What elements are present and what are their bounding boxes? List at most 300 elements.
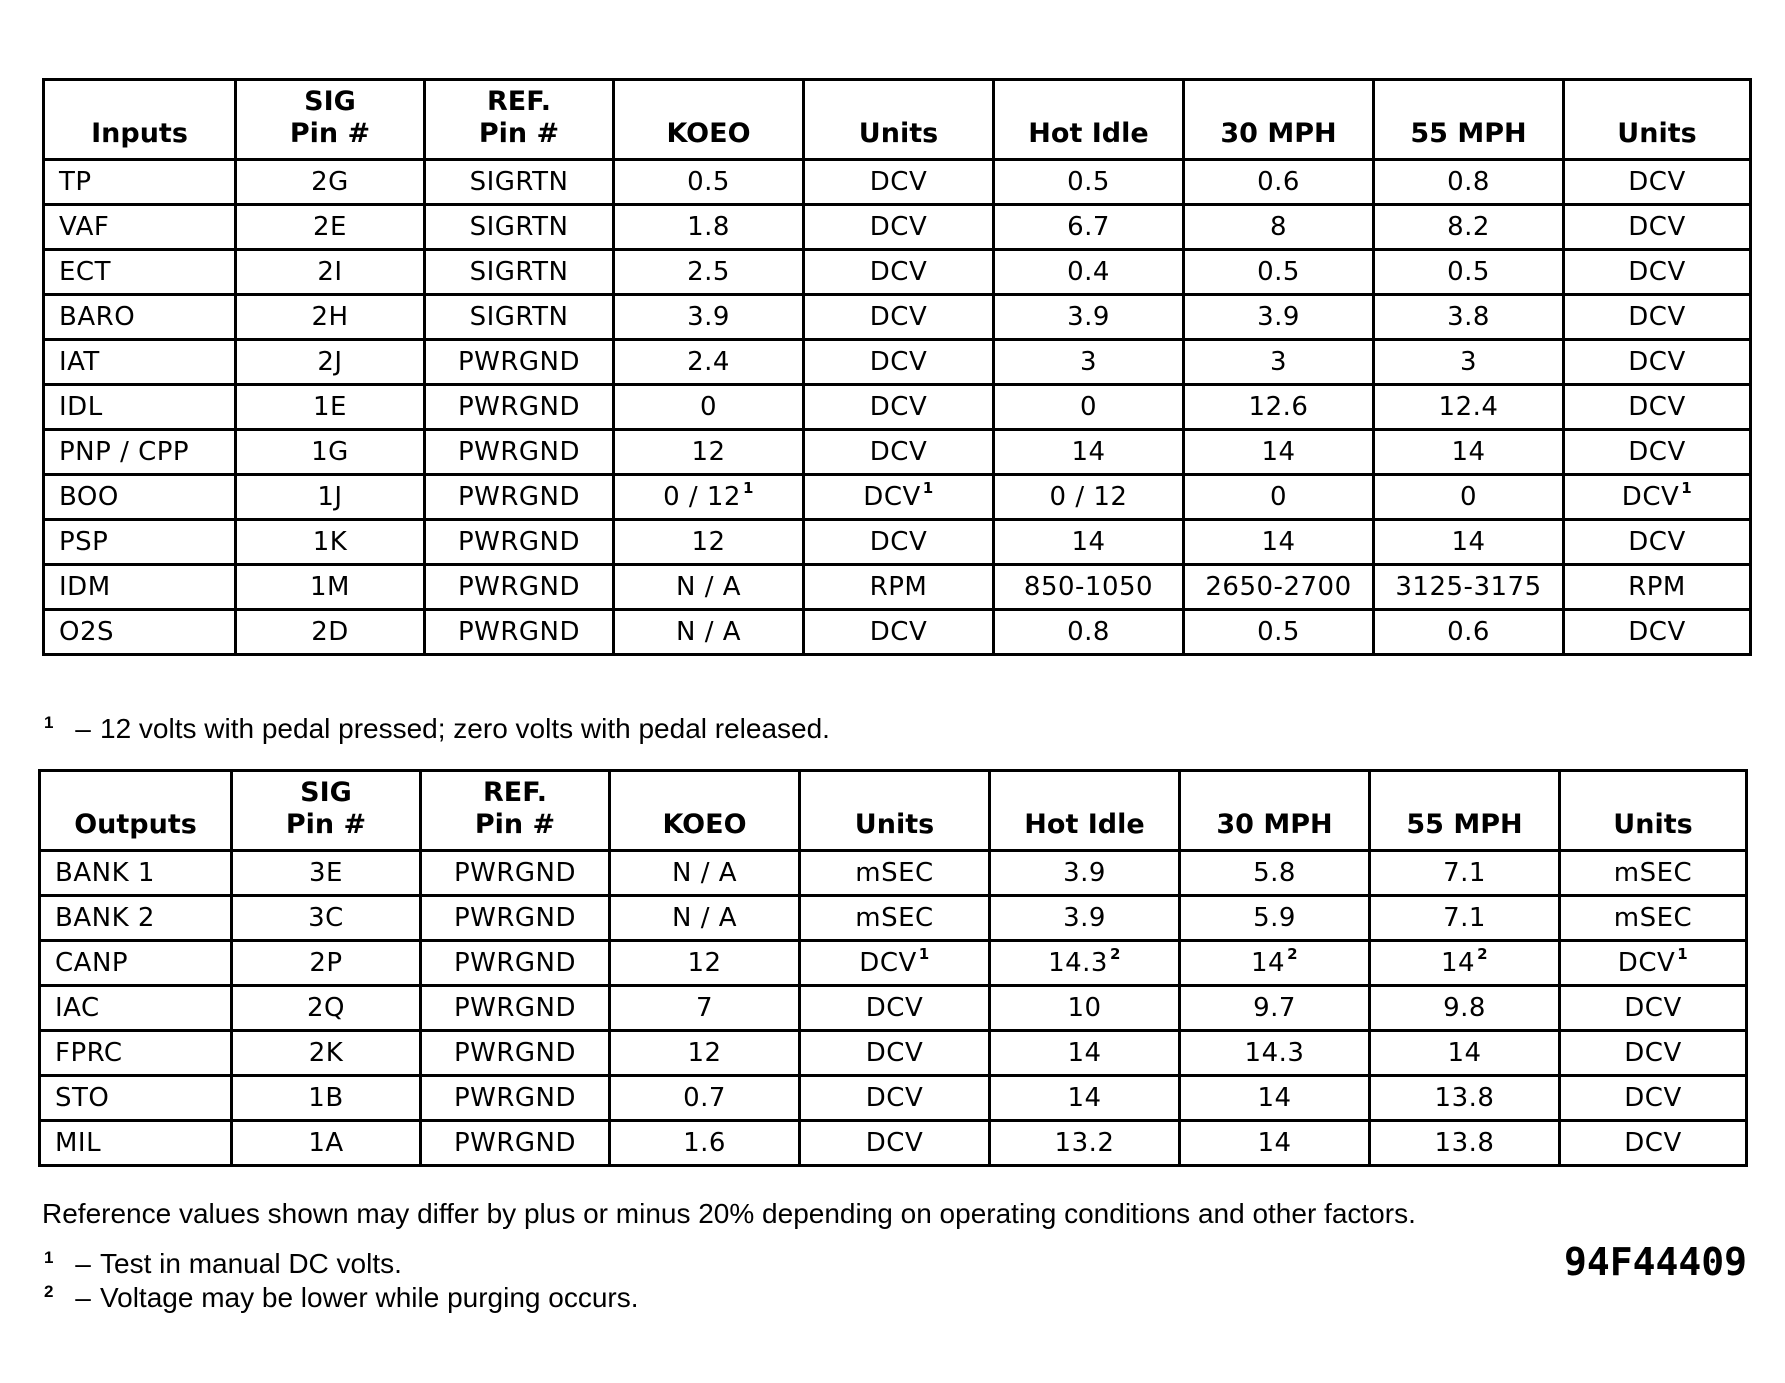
table-cell bbox=[1374, 565, 1564, 610]
table-cell bbox=[44, 520, 236, 565]
cell-value: ECT bbox=[59, 257, 111, 287]
table-cell bbox=[421, 1076, 610, 1121]
table-cell bbox=[425, 520, 614, 565]
column-header bbox=[994, 80, 1184, 160]
table-cell bbox=[232, 941, 421, 986]
table-cell bbox=[804, 520, 994, 565]
cell-value: 2I bbox=[317, 257, 343, 287]
cell-value: 5.8 bbox=[1253, 858, 1296, 888]
cell-value: 2P bbox=[309, 948, 343, 978]
table-cell bbox=[804, 385, 994, 430]
table-cell bbox=[44, 430, 236, 475]
cell-value: DCV bbox=[869, 392, 928, 422]
table-cell bbox=[1184, 385, 1374, 430]
column-header-line-1 bbox=[1375, 86, 1562, 118]
cell-value: DCV bbox=[1628, 347, 1686, 377]
column-header-line-2: Pin # bbox=[285, 809, 367, 840]
table-cell bbox=[800, 1031, 990, 1076]
table-cell bbox=[425, 430, 614, 475]
cell-value: SIGRTN bbox=[469, 257, 569, 287]
cell-value: PWRGND bbox=[453, 903, 577, 933]
column-header-line-2: Outputs bbox=[74, 809, 197, 840]
cell-value: 3 bbox=[1079, 347, 1098, 377]
cell-value: 0.4 bbox=[1067, 257, 1110, 287]
table-cell bbox=[44, 475, 236, 520]
cell-value: 14 bbox=[1257, 1083, 1292, 1113]
column-header bbox=[1564, 80, 1751, 160]
cell-value: 0.7 bbox=[683, 1083, 726, 1113]
cell-value: mSEC bbox=[855, 903, 934, 933]
table-cell bbox=[1370, 986, 1560, 1031]
table-cell bbox=[804, 430, 994, 475]
cell-value: SIGRTN bbox=[469, 167, 569, 197]
table-cell bbox=[804, 205, 994, 250]
table-cell bbox=[1184, 610, 1374, 655]
table-cell bbox=[1564, 475, 1751, 520]
table-row bbox=[40, 986, 1747, 1031]
table-cell bbox=[40, 941, 232, 986]
table-cell bbox=[610, 986, 800, 1031]
cell-value: 14 bbox=[1451, 437, 1486, 467]
table-cell bbox=[1374, 385, 1564, 430]
cell-value: 12.4 bbox=[1438, 392, 1499, 422]
cell-value: 0.6 bbox=[1447, 617, 1490, 647]
cell-value: 12 bbox=[691, 437, 726, 467]
table-cell bbox=[614, 520, 804, 565]
cell-value: RPM bbox=[869, 572, 928, 602]
column-header-line-1 bbox=[615, 86, 802, 118]
cell-value: 2.4 bbox=[687, 347, 730, 377]
table-cell bbox=[994, 205, 1184, 250]
cell-value: DCV bbox=[865, 993, 924, 1023]
cell-value: 0 bbox=[1269, 482, 1288, 512]
cell-value: DCV bbox=[869, 257, 928, 287]
cell-value: 0 bbox=[1459, 482, 1478, 512]
table-cell bbox=[990, 896, 1180, 941]
cell-value: 0.5 bbox=[1447, 257, 1490, 287]
column-header-line-1 bbox=[995, 86, 1182, 118]
table-cell bbox=[994, 475, 1184, 520]
cell-value: 2H bbox=[311, 302, 349, 332]
cell-value: mSEC bbox=[1613, 903, 1693, 933]
table-cell bbox=[1374, 205, 1564, 250]
cell-value: 0 / 12 bbox=[663, 482, 741, 512]
table-cell bbox=[232, 1121, 421, 1166]
table-cell bbox=[425, 610, 614, 655]
cell-value: IAC bbox=[55, 993, 100, 1023]
table-cell bbox=[44, 160, 236, 205]
cell-value: N / A bbox=[671, 903, 738, 933]
table-cell bbox=[40, 1076, 232, 1121]
cell-value: MIL bbox=[55, 1128, 102, 1158]
column-header-line-1 bbox=[1185, 86, 1372, 118]
table-cell bbox=[1184, 250, 1374, 295]
cell-value: 2D bbox=[311, 617, 349, 647]
table-cell bbox=[804, 295, 994, 340]
table-cell bbox=[425, 160, 614, 205]
cell-value: IDM bbox=[59, 572, 111, 602]
table-row bbox=[44, 205, 1751, 250]
table-cell bbox=[614, 475, 804, 520]
table-cell bbox=[804, 160, 994, 205]
table-row bbox=[44, 385, 1751, 430]
column-header-line-1 bbox=[805, 86, 992, 118]
table-cell bbox=[1564, 295, 1751, 340]
table-cell bbox=[40, 851, 232, 896]
column-header-line-1 bbox=[1565, 86, 1749, 118]
cell-value: DCV bbox=[869, 302, 928, 332]
cell-value: 3.9 bbox=[1063, 858, 1106, 888]
column-header bbox=[614, 80, 804, 160]
header-row bbox=[40, 771, 1747, 851]
table-row bbox=[44, 565, 1751, 610]
cell-value: PWRGND bbox=[457, 527, 581, 557]
table-cell bbox=[44, 205, 236, 250]
cell-value: 0.5 bbox=[687, 167, 730, 197]
cell-value: 12 bbox=[687, 948, 722, 978]
table-cell bbox=[421, 896, 610, 941]
table-cell bbox=[1564, 610, 1751, 655]
table-cell bbox=[236, 250, 425, 295]
column-header-line-2: 55 MPH bbox=[1410, 118, 1527, 149]
column-header-line-1 bbox=[1561, 777, 1745, 809]
cell-value: DCV bbox=[1621, 482, 1680, 512]
cell-value: IDL bbox=[59, 392, 103, 422]
table-cell bbox=[1560, 1076, 1747, 1121]
cell-value: DCV bbox=[1624, 1083, 1682, 1113]
column-header bbox=[40, 771, 232, 851]
cell-value: DCV bbox=[1624, 993, 1682, 1023]
cell-value: 9.7 bbox=[1253, 993, 1296, 1023]
footnote-superscript: 1 bbox=[922, 479, 934, 497]
column-header-line-2: Pin # bbox=[474, 809, 556, 840]
cell-value: DCV bbox=[1628, 302, 1686, 332]
column-header-line-2: Pin # bbox=[289, 118, 371, 149]
table-cell bbox=[421, 851, 610, 896]
column-header-line-1 bbox=[801, 777, 988, 809]
cell-value: 6.7 bbox=[1067, 212, 1110, 242]
table-cell bbox=[1374, 160, 1564, 205]
table-cell bbox=[232, 986, 421, 1031]
table-cell bbox=[800, 986, 990, 1031]
table-cell bbox=[990, 1121, 1180, 1166]
cell-value: 0.8 bbox=[1067, 617, 1110, 647]
table-cell bbox=[614, 205, 804, 250]
table-cell bbox=[236, 160, 425, 205]
cell-value: 13.2 bbox=[1054, 1128, 1115, 1158]
table-cell bbox=[1374, 610, 1564, 655]
cell-value: 13.8 bbox=[1434, 1083, 1495, 1113]
table-cell bbox=[1184, 205, 1374, 250]
bottom-footnote-2 bbox=[44, 1276, 639, 1314]
table-row bbox=[44, 475, 1751, 520]
column-header-line-2: Hot Idle bbox=[1024, 809, 1145, 840]
cell-value: DCV bbox=[869, 617, 928, 647]
cell-value: 0.8 bbox=[1447, 167, 1490, 197]
cell-value: DCV bbox=[863, 482, 921, 512]
cell-value: 3.9 bbox=[1067, 302, 1110, 332]
table-cell bbox=[1560, 1121, 1747, 1166]
footnote-dash: – bbox=[75, 1282, 91, 1313]
table-row bbox=[40, 1076, 1747, 1121]
table-cell bbox=[800, 1076, 990, 1121]
table-cell bbox=[236, 385, 425, 430]
table-cell bbox=[421, 941, 610, 986]
column-header bbox=[425, 80, 614, 160]
column-header-line-2: Hot Idle bbox=[1028, 118, 1149, 149]
table-cell bbox=[990, 986, 1180, 1031]
table-cell bbox=[800, 941, 990, 986]
table-cell bbox=[1374, 340, 1564, 385]
table-cell bbox=[994, 385, 1184, 430]
cell-value: FPRC bbox=[55, 1038, 123, 1068]
cell-value: 8.2 bbox=[1447, 212, 1490, 242]
cell-value: 10 bbox=[1067, 993, 1102, 1023]
table-row bbox=[40, 851, 1747, 896]
cell-value: DCV bbox=[1628, 257, 1686, 287]
cell-value: PWRGND bbox=[457, 437, 581, 467]
cell-value: DCV bbox=[1617, 948, 1676, 978]
table-cell bbox=[1184, 565, 1374, 610]
footnote-mark: 1 bbox=[44, 1248, 54, 1267]
footnote-superscript: 1 bbox=[1681, 479, 1693, 497]
table-cell bbox=[994, 520, 1184, 565]
table-cell bbox=[804, 610, 994, 655]
table-cell bbox=[1560, 851, 1747, 896]
cell-value: 1.8 bbox=[687, 212, 730, 242]
table-cell bbox=[232, 851, 421, 896]
cell-value: BOO bbox=[59, 482, 119, 512]
column-header-line-2: Inputs bbox=[91, 118, 188, 149]
cell-value: 14 bbox=[1067, 1083, 1102, 1113]
column-header-line-2: Units bbox=[1613, 809, 1693, 840]
cell-value: N / A bbox=[671, 858, 738, 888]
footnote-dash: – bbox=[75, 1248, 91, 1279]
column-header bbox=[1180, 771, 1370, 851]
table-cell bbox=[232, 1076, 421, 1121]
cell-value: PWRGND bbox=[453, 993, 577, 1023]
table-cell bbox=[1370, 1121, 1560, 1166]
column-header-line-1 bbox=[41, 777, 230, 809]
cell-value: IAT bbox=[59, 347, 100, 377]
inputs-footnote bbox=[44, 707, 830, 745]
footnote-superscript: 2 bbox=[1287, 945, 1299, 963]
table-cell bbox=[1184, 475, 1374, 520]
table-cell bbox=[800, 1121, 990, 1166]
table-cell bbox=[610, 1121, 800, 1166]
column-header-line-2: Units bbox=[1617, 118, 1697, 149]
reference-note: Reference values shown may differ by plus or minus 20% depending on operating conditions and other factors. bbox=[42, 1198, 1416, 1229]
table-cell bbox=[232, 1031, 421, 1076]
cell-value: 3 bbox=[1269, 347, 1288, 377]
table-cell bbox=[1564, 565, 1751, 610]
table-cell bbox=[994, 250, 1184, 295]
cell-value: 2650-2700 bbox=[1205, 572, 1352, 602]
footnote-superscript: 1 bbox=[742, 479, 754, 497]
table-cell bbox=[1184, 340, 1374, 385]
table-row bbox=[44, 295, 1751, 340]
table-row bbox=[44, 430, 1751, 475]
cell-value: 14 bbox=[1071, 527, 1106, 557]
table-cell bbox=[1374, 295, 1564, 340]
table-cell bbox=[994, 565, 1184, 610]
table-cell bbox=[1374, 520, 1564, 565]
footnote-text: 12 volts with pedal pressed; zero volts with pedal released. bbox=[100, 713, 830, 744]
cell-value: 12 bbox=[691, 527, 726, 557]
cell-value: STO bbox=[55, 1083, 110, 1113]
table-cell bbox=[1374, 475, 1564, 520]
table-cell bbox=[614, 385, 804, 430]
cell-value: 7 bbox=[695, 993, 714, 1023]
cell-value: 0 bbox=[1079, 392, 1098, 422]
cell-value: DCV bbox=[1624, 1038, 1682, 1068]
table-cell bbox=[1370, 1031, 1560, 1076]
column-header-line-1 bbox=[991, 777, 1178, 809]
table-cell bbox=[44, 295, 236, 340]
column-header bbox=[804, 80, 994, 160]
table-cell bbox=[1180, 986, 1370, 1031]
table-cell bbox=[990, 1031, 1180, 1076]
column-header-line-2: KOEO bbox=[662, 809, 747, 840]
table-cell bbox=[425, 385, 614, 430]
cell-value: SIGRTN bbox=[469, 302, 569, 332]
footnote-text: Test in manual DC volts. bbox=[100, 1248, 402, 1279]
table-cell bbox=[421, 1121, 610, 1166]
table-cell bbox=[1180, 1121, 1370, 1166]
cell-value: PWRGND bbox=[453, 858, 577, 888]
table-cell bbox=[804, 475, 994, 520]
table-cell bbox=[44, 565, 236, 610]
cell-value: DCV bbox=[1628, 212, 1686, 242]
cell-value: SIGRTN bbox=[469, 212, 569, 242]
table-cell bbox=[804, 340, 994, 385]
table-cell bbox=[1564, 385, 1751, 430]
cell-value: 3.9 bbox=[1257, 302, 1300, 332]
cell-value: PWRGND bbox=[457, 392, 581, 422]
cell-value: 0.5 bbox=[1257, 617, 1300, 647]
cell-value: 12 bbox=[687, 1038, 722, 1068]
cell-value: DCV bbox=[869, 347, 928, 377]
cell-value: TP bbox=[59, 167, 92, 197]
table-cell bbox=[1180, 1076, 1370, 1121]
column-header bbox=[990, 771, 1180, 851]
table-cell bbox=[610, 941, 800, 986]
cell-value: mSEC bbox=[1613, 858, 1693, 888]
cell-value: BANK 2 bbox=[55, 903, 155, 933]
cell-value: 1G bbox=[311, 437, 349, 467]
table-cell bbox=[44, 250, 236, 295]
table-row bbox=[40, 941, 1747, 986]
table-cell bbox=[1370, 851, 1560, 896]
cell-value: DCV bbox=[865, 1128, 924, 1158]
table-cell bbox=[614, 340, 804, 385]
footnote-superscript: 1 bbox=[918, 945, 930, 963]
table-cell bbox=[994, 340, 1184, 385]
table-cell bbox=[1180, 1031, 1370, 1076]
cell-value: DCV bbox=[865, 1038, 924, 1068]
column-header bbox=[421, 771, 610, 851]
cell-value: DCV bbox=[865, 1083, 924, 1113]
table-cell bbox=[1370, 941, 1560, 986]
table-row bbox=[40, 896, 1747, 941]
outputs-table bbox=[38, 769, 1748, 1167]
cell-value: 0 bbox=[699, 392, 718, 422]
cell-value: PWRGND bbox=[453, 1128, 577, 1158]
cell-value: 8 bbox=[1269, 212, 1288, 242]
column-header-line-2: 30 MPH bbox=[1220, 118, 1337, 149]
table-cell bbox=[1564, 430, 1751, 475]
table-row bbox=[40, 1031, 1747, 1076]
column-header-line-2: KOEO bbox=[666, 118, 751, 149]
cell-value: PWRGND bbox=[453, 1038, 577, 1068]
table-cell bbox=[614, 295, 804, 340]
table-cell bbox=[236, 295, 425, 340]
table-cell bbox=[994, 160, 1184, 205]
table-cell bbox=[1560, 941, 1747, 986]
table-row bbox=[44, 340, 1751, 385]
cell-value: mSEC bbox=[855, 858, 934, 888]
table-cell bbox=[610, 1031, 800, 1076]
cell-value: 2G bbox=[311, 167, 349, 197]
cell-value: DCV bbox=[1624, 1128, 1682, 1158]
cell-value: 3.8 bbox=[1447, 302, 1490, 332]
cell-value: 14.3 bbox=[1244, 1038, 1305, 1068]
footnote-superscript: 1 bbox=[1677, 945, 1689, 963]
table-cell bbox=[990, 941, 1180, 986]
table-row bbox=[44, 520, 1751, 565]
cell-value: 3.9 bbox=[1063, 903, 1106, 933]
column-header-line-2: Units bbox=[854, 809, 935, 840]
column-header bbox=[1374, 80, 1564, 160]
cell-value: BANK 1 bbox=[55, 858, 155, 888]
cell-value: BARO bbox=[59, 302, 136, 332]
cell-value: DCV bbox=[1628, 437, 1686, 467]
cell-value: PWRGND bbox=[457, 482, 581, 512]
table-cell bbox=[614, 430, 804, 475]
cell-value: 14 bbox=[1440, 948, 1476, 978]
table-cell bbox=[610, 851, 800, 896]
cell-value: 9.8 bbox=[1443, 993, 1486, 1023]
table-cell bbox=[994, 430, 1184, 475]
table-cell bbox=[1184, 295, 1374, 340]
table-cell bbox=[1184, 430, 1374, 475]
cell-value: 2K bbox=[308, 1038, 344, 1068]
cell-value: 14 bbox=[1067, 1038, 1102, 1068]
cell-value: O2S bbox=[59, 617, 115, 647]
table-cell bbox=[614, 565, 804, 610]
cell-value: 3E bbox=[309, 858, 343, 888]
cell-value: 7.1 bbox=[1443, 903, 1486, 933]
cell-value: 1.6 bbox=[683, 1128, 726, 1158]
table-cell bbox=[421, 986, 610, 1031]
table-cell bbox=[236, 610, 425, 655]
footnote-superscript: 2 bbox=[1477, 945, 1489, 963]
table-cell bbox=[800, 851, 990, 896]
cell-value: 1K bbox=[312, 527, 348, 557]
column-header-line-2: Pin # bbox=[478, 118, 560, 149]
table-cell bbox=[421, 1031, 610, 1076]
table-row bbox=[44, 610, 1751, 655]
cell-value: 2.5 bbox=[687, 257, 730, 287]
cell-value: 1E bbox=[313, 392, 347, 422]
footnote-text: Voltage may be lower while purging occurs. bbox=[100, 1282, 639, 1313]
cell-value: 3125-3175 bbox=[1395, 572, 1542, 602]
cell-value: DCV bbox=[1628, 167, 1686, 197]
table-cell bbox=[425, 205, 614, 250]
column-header-line-1: REF. bbox=[483, 777, 547, 808]
cell-value: PSP bbox=[59, 527, 109, 557]
table-cell bbox=[1564, 160, 1751, 205]
